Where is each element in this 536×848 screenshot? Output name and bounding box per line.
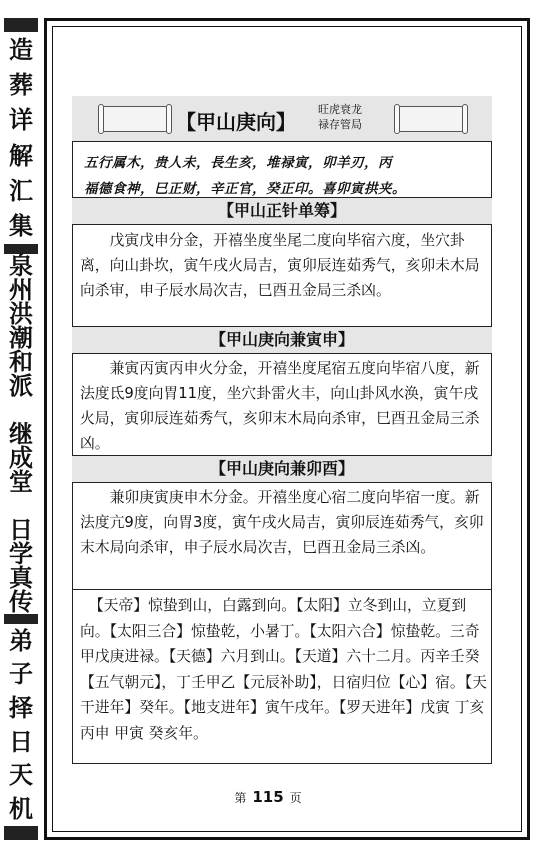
notes-text: 【天帝】惊蛰到山，白露到向。【太阳】立冬到山，立夏到向。【太阳三合】惊蛰乾，小暑丁。【太阳六合】惊蛰乾。三奇甲戊庚进禄。【天德】六月到山。【天道】六十二月。丙辛壬癸【五气朝元】，丁壬甲乙【元辰补助】，日宿归位【心】宿。【天干进年】癸年。【地支进年】寅午戌年。【罗天进年】戊寅 丁亥 丙申 甲寅 癸亥年。 [80, 597, 487, 742]
spine-char: 传 [9, 587, 33, 616]
page-number-value: 115 [252, 788, 284, 806]
spine-char: 真 [9, 563, 33, 592]
spine-char: 造 [9, 34, 33, 64]
page-suffix: 页 [289, 791, 302, 805]
spine-title-segment [4, 32, 38, 244]
spine-char: 详 [9, 105, 33, 135]
spine-char: 天 [9, 760, 33, 790]
subtitle-line-2: 禄存管局 [318, 118, 362, 131]
spine-char: 子 [9, 659, 33, 689]
spine-char: 日 [9, 726, 33, 756]
intro-line-1: 五行属木，贵人未，長生亥，堆禄寅，卯羊刃，丙 [84, 155, 392, 171]
section-heading: 【甲山庚向兼卯酉】 [72, 455, 492, 483]
spine-char: 弟 [9, 625, 33, 655]
spine-char: 成 [9, 443, 33, 472]
spine-char: 解 [9, 140, 33, 170]
spine-char: 学 [9, 539, 33, 568]
spine-char: 汇 [9, 175, 33, 205]
spine-char: 洪 [9, 299, 33, 328]
scroll-ornament-right [398, 106, 464, 132]
book-spine [4, 18, 38, 840]
spine-char: 日 [9, 515, 33, 544]
spine-char: 州 [9, 275, 33, 304]
section-heading: 【甲山正针单筹】 [72, 197, 492, 225]
spine-char: 葬 [9, 69, 33, 99]
spine-char: 潮 [9, 323, 33, 352]
title-banner [72, 96, 492, 142]
spine-char: 集 [9, 211, 33, 241]
page-prefix: 第 [234, 791, 247, 805]
section-body: 戊寅戊申分金，开禧坐度坐尾二度向毕宿六度，坐穴卦离，向山卦坎，寅午戌火局吉，寅卯辰连茹秀气，亥卯未木局向杀审，申子辰水局次吉，巳酉丑金局三杀凶。 [80, 232, 480, 299]
intro-line-2: 福德食神，巳正财，辛正官，癸正印。喜卯寅拱夹。 [84, 181, 406, 197]
page-subtitle [318, 102, 378, 132]
scroll-ornament-left [102, 106, 168, 132]
subtitle-line-1: 旺虎衰龙 [318, 103, 362, 116]
spine-char: 派 [9, 371, 33, 400]
page-title: 【甲山庚向】 [176, 110, 296, 134]
section-heading: 【甲山庚向兼寅申】 [72, 326, 492, 354]
spine-school-segment [4, 251, 38, 616]
section-divider [72, 589, 492, 590]
page-number [0, 788, 536, 806]
section-body: 兼卯庚寅庚申木分金。开禧坐度心宿二度向毕宿一度。新法度亢9度，向胃3度，寅午戌火局吉，寅卯辰连茹秀气，亥卯末木局向杀审，申子辰水局次吉，巳酉丑金局三杀凶。 [80, 489, 484, 556]
spine-char: 继 [9, 419, 33, 448]
intro-text [84, 150, 490, 202]
spine-char: 堂 [9, 467, 33, 496]
spine-char: 泉 [9, 251, 33, 280]
section-body: 兼寅丙寅丙申火分金，开禧坐度尾宿五度向毕宿八度，新法度氐9度向胃11度，坐穴卦雷火丰，向山卦风水涣，寅午戌火局，寅卯辰连茹秀气，亥卯末木局向杀审，巳酉丑金局三杀凶。 [80, 360, 480, 452]
spine-char: 机 [9, 794, 33, 824]
spine-char: 和 [9, 347, 33, 376]
spine-char: 择 [9, 693, 33, 723]
